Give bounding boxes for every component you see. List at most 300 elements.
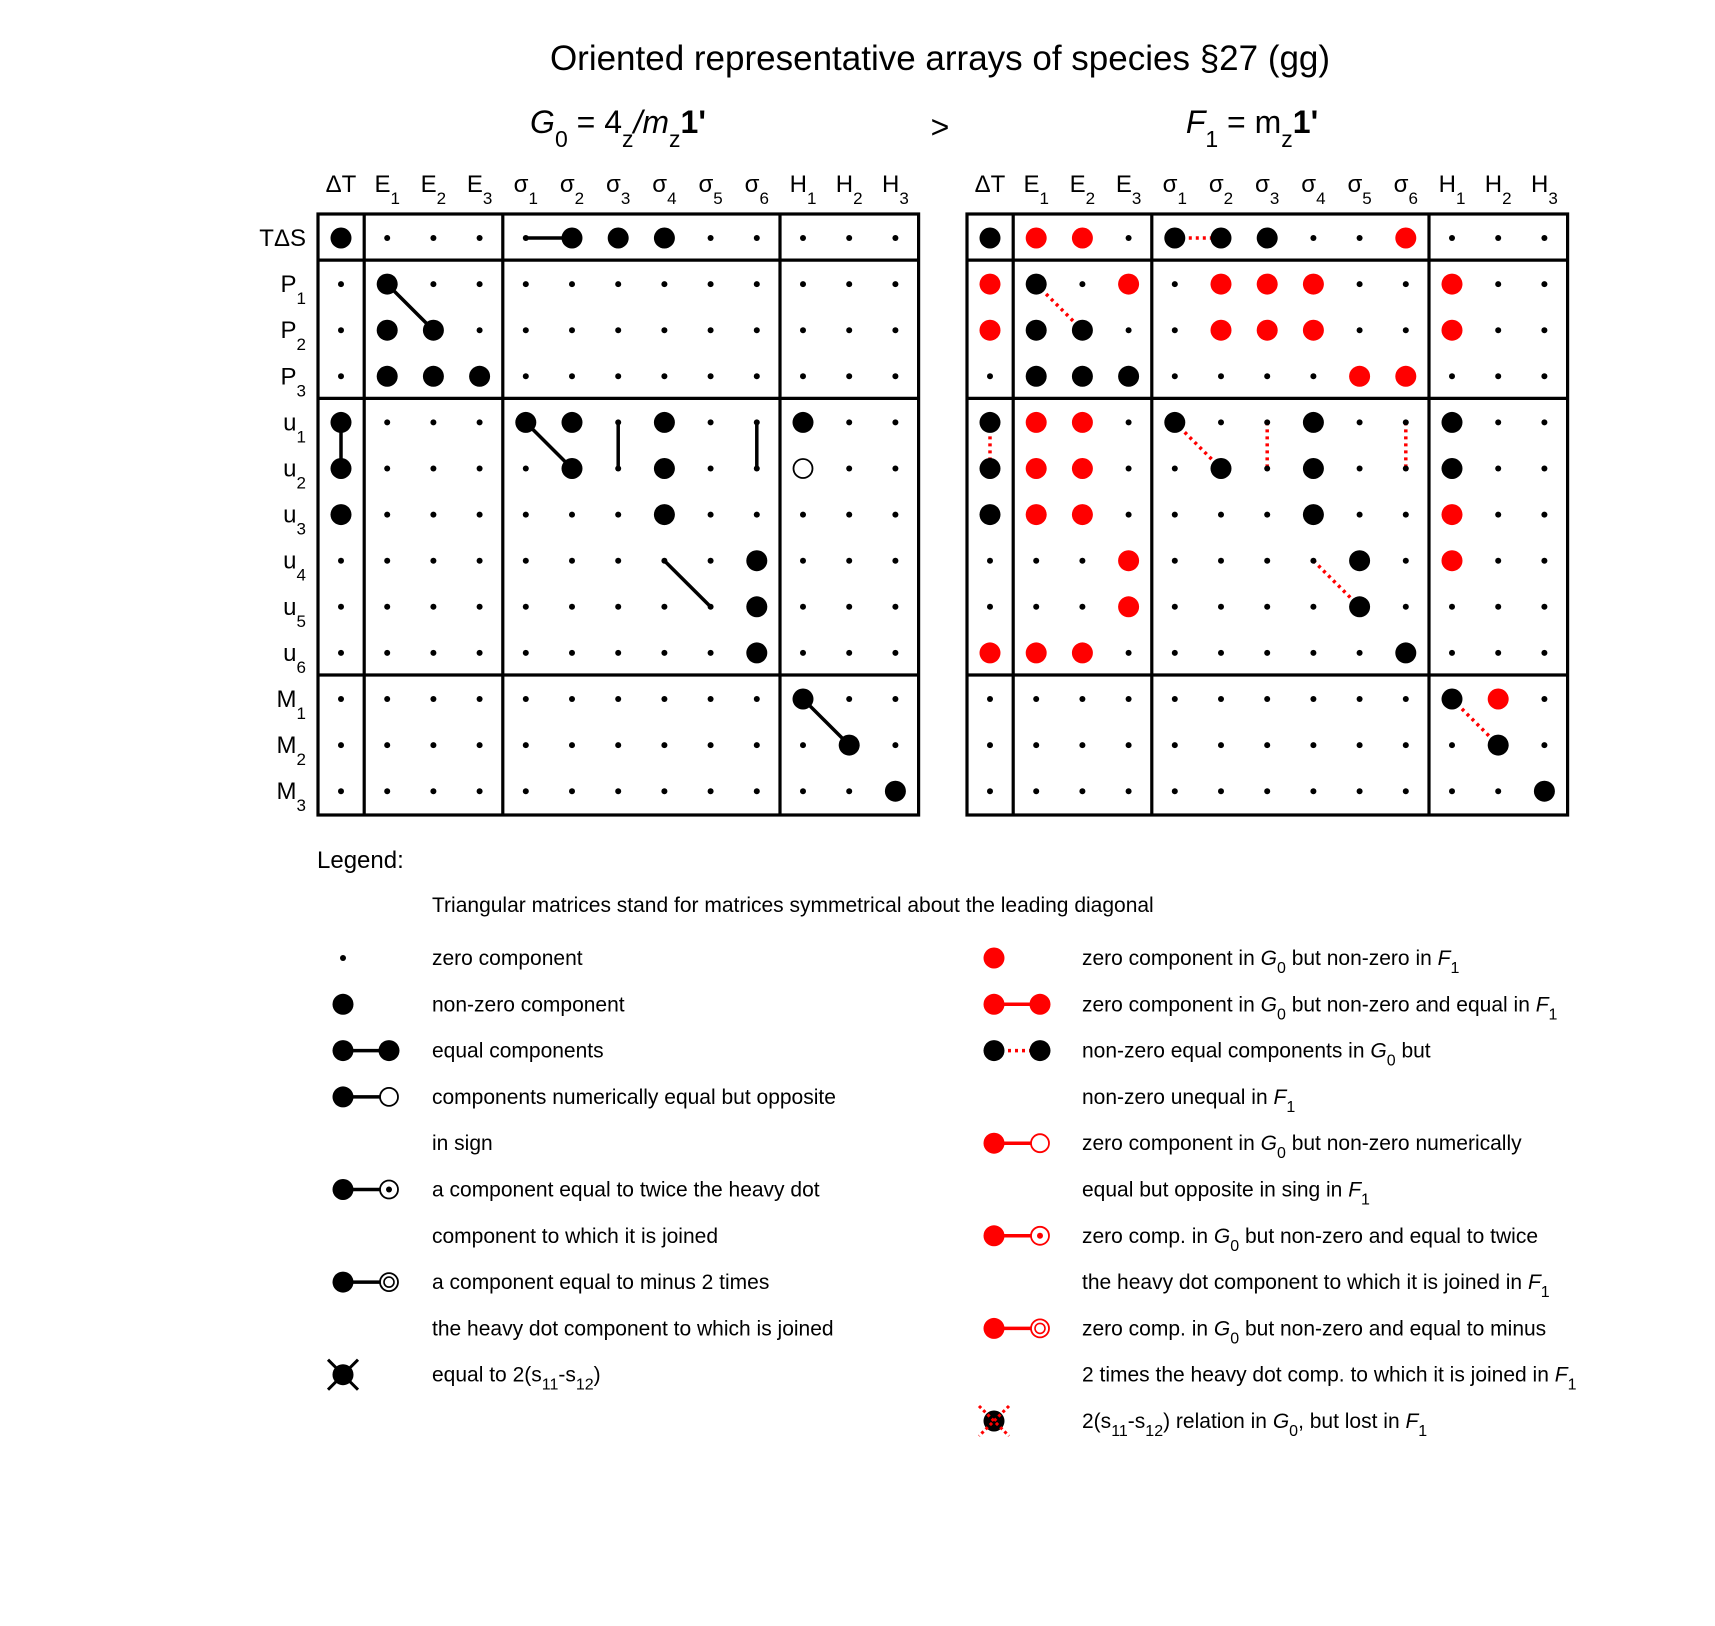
right-nonzero-dot xyxy=(1026,366,1047,387)
left-nonzero-dot xyxy=(331,412,352,433)
left-zero-dot xyxy=(892,604,898,610)
left-zero-dot xyxy=(708,742,714,748)
legend-right-text: zero component in $G_0$ but non-zero numerically xyxy=(1082,1132,1522,1163)
left-zero-dot xyxy=(569,327,575,333)
row-label: $P_2$ xyxy=(280,317,306,355)
left-nonzero-dot xyxy=(885,781,906,802)
right-red-dot xyxy=(1072,458,1093,479)
right-nonzero-dot xyxy=(1395,642,1416,663)
right-red-dot xyxy=(1211,320,1232,341)
left-zero-dot xyxy=(523,650,529,656)
legend-heavy-dot xyxy=(984,994,1005,1015)
left-zero-dot xyxy=(384,742,390,748)
legend-heavy-dot xyxy=(333,1086,354,1107)
right-red-dot xyxy=(980,320,1001,341)
left-zero-dot xyxy=(569,604,575,610)
legend-left-text: a component equal to twice the heavy dot xyxy=(432,1178,820,1202)
right-zero-dot xyxy=(1357,696,1363,702)
left-equal-link xyxy=(664,561,710,607)
right-nonzero-dot xyxy=(1211,228,1232,249)
right-red-dot xyxy=(1026,504,1047,525)
legend-open-dot xyxy=(380,1273,398,1291)
left-zero-dot xyxy=(615,281,621,287)
left-zero-dot xyxy=(754,419,760,425)
right-zero-dot xyxy=(1264,373,1270,379)
left-zero-dot xyxy=(338,650,344,656)
right-zero-dot xyxy=(1079,696,1085,702)
right-zero-dot xyxy=(1403,466,1409,472)
left-zero-dot xyxy=(338,373,344,379)
legend-open-dot xyxy=(1031,1319,1049,1337)
left-zero-dot xyxy=(477,327,483,333)
left-zero-dot xyxy=(661,696,667,702)
right-zero-dot xyxy=(1218,650,1224,656)
right-zero-dot xyxy=(1403,788,1409,794)
left-zero-dot xyxy=(569,281,575,287)
left-zero-dot xyxy=(384,696,390,702)
left-nonzero-dot xyxy=(793,689,814,710)
right-zero-dot xyxy=(1264,419,1270,425)
left-zero-dot xyxy=(615,327,621,333)
left-nonzero-dot xyxy=(423,366,444,387)
legend-heavy-dot xyxy=(984,1133,1005,1154)
legend-left-text: non-zero component xyxy=(432,993,625,1017)
right-zero-dot xyxy=(1033,788,1039,794)
right-zero-dot xyxy=(1172,742,1178,748)
left-zero-dot xyxy=(523,604,529,610)
left-zero-dot xyxy=(800,742,806,748)
right-nonzero-dot xyxy=(1257,228,1278,249)
left-zero-dot xyxy=(523,696,529,702)
right-zero-dot xyxy=(1172,558,1178,564)
left-zero-dot xyxy=(708,696,714,702)
left-zero-dot xyxy=(430,419,436,425)
left-nonzero-dot xyxy=(746,642,767,663)
left-nonzero-dot xyxy=(562,458,583,479)
right-zero-dot xyxy=(1541,466,1547,472)
right-red-dot xyxy=(1026,228,1047,249)
legend-left-text: component to which it is joined xyxy=(432,1224,718,1248)
right-red-dot xyxy=(1442,274,1463,295)
right-red-dot xyxy=(1442,550,1463,571)
right-zero-dot xyxy=(1403,512,1409,518)
right-zero-dot xyxy=(1264,466,1270,472)
left-zero-dot xyxy=(708,373,714,379)
left-col-header: $\sigma_1$ xyxy=(513,171,538,208)
group-f1-label: $F_1 = m_z1'$ xyxy=(1185,104,1319,152)
right-nonzero-dot xyxy=(1349,550,1370,571)
legend xyxy=(328,947,1577,1440)
legend-inner-dot xyxy=(386,1187,392,1193)
legend-right-text: $2(s_{11}-s_{12})$ relation in $G_0$, but lost in $F_1$ xyxy=(1082,1410,1428,1440)
matrix-grids xyxy=(259,171,1567,815)
right-zero-dot xyxy=(1310,373,1316,379)
left-zero-dot xyxy=(569,742,575,748)
left-zero-dot xyxy=(800,604,806,610)
right-red-dot xyxy=(980,642,1001,663)
right-nonzero-dot xyxy=(1026,320,1047,341)
left-zero-dot xyxy=(708,558,714,564)
right-zero-dot xyxy=(1079,788,1085,794)
right-zero-dot xyxy=(1541,696,1547,702)
right-col-header: $\sigma_2$ xyxy=(1208,171,1234,208)
left-zero-dot xyxy=(430,650,436,656)
left-zero-dot xyxy=(477,742,483,748)
right-red-dot xyxy=(1303,320,1324,341)
left-zero-dot xyxy=(800,281,806,287)
right-nonzero-dot xyxy=(1072,366,1093,387)
legend-small-dot xyxy=(340,955,346,961)
right-zero-dot xyxy=(1495,558,1501,564)
left-zero-dot xyxy=(661,650,667,656)
right-zero-dot xyxy=(1079,604,1085,610)
left-zero-dot xyxy=(615,696,621,702)
right-zero-dot xyxy=(1357,650,1363,656)
left-zero-dot xyxy=(846,558,852,564)
right-red-dot xyxy=(1072,412,1093,433)
right-red-dot xyxy=(1442,320,1463,341)
right-zero-dot xyxy=(1126,696,1132,702)
right-zero-dot xyxy=(1218,512,1224,518)
right-zero-dot xyxy=(1172,327,1178,333)
right-zero-dot xyxy=(1264,512,1270,518)
left-zero-dot xyxy=(523,466,529,472)
left-zero-dot xyxy=(615,742,621,748)
left-zero-dot xyxy=(846,604,852,610)
right-zero-dot xyxy=(1172,788,1178,794)
right-nonzero-dot xyxy=(980,228,1001,249)
legend-left-text: the heavy dot component to which is joined xyxy=(432,1317,834,1341)
right-nonzero-dot xyxy=(1303,458,1324,479)
left-zero-dot xyxy=(569,650,575,656)
left-zero-dot xyxy=(338,742,344,748)
right-col-header: ΔT xyxy=(974,171,1006,198)
right-zero-dot xyxy=(1541,604,1547,610)
row-label: $u_4$ xyxy=(283,547,306,585)
right-zero-dot xyxy=(1495,650,1501,656)
left-zero-dot xyxy=(523,512,529,518)
right-col-header: $H_1$ xyxy=(1438,171,1466,208)
right-zero-dot xyxy=(1126,327,1132,333)
right-zero-dot xyxy=(1541,373,1547,379)
right-zero-dot xyxy=(1218,742,1224,748)
row-label: $P_3$ xyxy=(280,363,306,401)
left-zero-dot xyxy=(523,235,529,241)
left-zero-dot xyxy=(846,466,852,472)
right-nonzero-dot xyxy=(1164,412,1185,433)
right-zero-dot xyxy=(1218,419,1224,425)
left-zero-dot xyxy=(892,650,898,656)
left-col-header: $E_1$ xyxy=(374,171,400,208)
left-col-header: $H_1$ xyxy=(789,171,817,208)
left-zero-dot xyxy=(477,696,483,702)
left-zero-dot xyxy=(754,327,760,333)
left-zero-dot xyxy=(569,373,575,379)
right-zero-dot xyxy=(1079,742,1085,748)
row-label: $u_6$ xyxy=(283,639,306,677)
right-zero-dot xyxy=(1310,650,1316,656)
right-zero-dot xyxy=(1172,604,1178,610)
left-zero-dot xyxy=(615,466,621,472)
right-zero-dot xyxy=(1495,235,1501,241)
legend-heavy-dot xyxy=(333,1040,354,1061)
left-col-header: $E_3$ xyxy=(466,171,493,208)
left-nonzero-dot xyxy=(562,228,583,249)
group-relation: > xyxy=(930,109,950,145)
left-zero-dot xyxy=(430,604,436,610)
left-nonzero-dot xyxy=(377,366,398,387)
left-zero-dot xyxy=(800,650,806,656)
left-zero-dot xyxy=(800,558,806,564)
left-zero-dot xyxy=(523,788,529,794)
left-zero-dot xyxy=(754,373,760,379)
left-zero-dot xyxy=(892,281,898,287)
right-nonzero-dot xyxy=(1211,458,1232,479)
legend-left-text: zero component xyxy=(432,947,583,970)
left-zero-dot xyxy=(477,788,483,794)
right-zero-dot xyxy=(1495,419,1501,425)
left-zero-dot xyxy=(615,650,621,656)
left-zero-dot xyxy=(754,466,760,472)
right-zero-dot xyxy=(987,604,993,610)
left-zero-dot xyxy=(338,327,344,333)
right-zero-dot xyxy=(1172,466,1178,472)
right-col-header: $\sigma_1$ xyxy=(1162,171,1187,208)
left-zero-dot xyxy=(384,558,390,564)
legend-left-text: equal to $2(s_{11}-s_{12})$ xyxy=(432,1363,601,1394)
right-zero-dot xyxy=(1357,235,1363,241)
left-zero-dot xyxy=(800,788,806,794)
right-zero-dot xyxy=(1449,235,1455,241)
left-zero-dot xyxy=(708,650,714,656)
right-red-dot xyxy=(1072,504,1093,525)
left-nonzero-dot xyxy=(377,274,398,295)
left-nonzero-dot xyxy=(423,320,444,341)
right-zero-dot xyxy=(1357,512,1363,518)
right-zero-dot xyxy=(1079,558,1085,564)
left-zero-dot xyxy=(800,327,806,333)
left-zero-dot xyxy=(430,696,436,702)
right-nonzero-dot xyxy=(1118,366,1139,387)
left-nonzero-dot xyxy=(469,366,490,387)
left-nonzero-dot xyxy=(654,228,675,249)
right-nonzero-dot xyxy=(1026,274,1047,295)
right-zero-dot xyxy=(1403,696,1409,702)
legend-left-text: in sign xyxy=(432,1132,493,1156)
legend-heading: Legend: xyxy=(317,847,404,874)
right-nonzero-dot xyxy=(1442,412,1463,433)
left-zero-dot xyxy=(754,788,760,794)
right-zero-dot xyxy=(1079,281,1085,287)
legend-heavy-dot xyxy=(984,948,1005,969)
right-nonzero-dot xyxy=(980,458,1001,479)
right-zero-dot xyxy=(1126,650,1132,656)
right-nonzero-dot xyxy=(1442,689,1463,710)
right-zero-dot xyxy=(1218,604,1224,610)
right-red-dot xyxy=(1257,274,1278,295)
right-zero-dot xyxy=(1541,742,1547,748)
left-zero-dot xyxy=(338,281,344,287)
left-zero-dot xyxy=(569,558,575,564)
left-zero-dot xyxy=(477,604,483,610)
left-zero-dot xyxy=(477,235,483,241)
legend-left-text: a component equal to minus 2 times xyxy=(432,1271,770,1295)
left-zero-dot xyxy=(477,650,483,656)
right-zero-dot xyxy=(1033,604,1039,610)
right-red-dot xyxy=(1488,689,1509,710)
left-nonzero-dot xyxy=(654,412,675,433)
left-col-header: $E_2$ xyxy=(420,171,447,208)
left-zero-dot xyxy=(430,558,436,564)
right-zero-dot xyxy=(1126,466,1132,472)
left-zero-dot xyxy=(892,558,898,564)
left-zero-dot xyxy=(384,512,390,518)
left-zero-dot xyxy=(523,558,529,564)
legend-right-text: non-zero unequal in $F_1$ xyxy=(1082,1085,1296,1116)
right-zero-dot xyxy=(1495,466,1501,472)
left-nonzero-dot xyxy=(839,735,860,756)
left-nonzero-dot xyxy=(562,412,583,433)
right-col-header: $E_1$ xyxy=(1023,171,1049,208)
legend-heavy-dot xyxy=(984,1318,1005,1339)
left-nonzero-dot xyxy=(654,504,675,525)
right-zero-dot xyxy=(1310,604,1316,610)
row-label: $u_3$ xyxy=(283,501,306,539)
right-col-header: $E_2$ xyxy=(1069,171,1096,208)
right-red-dot xyxy=(1211,274,1232,295)
right-nonzero-dot xyxy=(1164,228,1185,249)
legend-heavy-dot xyxy=(333,1179,354,1200)
left-zero-dot xyxy=(430,235,436,241)
left-zero-dot xyxy=(615,558,621,564)
legend-heavy-dot xyxy=(333,994,354,1015)
right-zero-dot xyxy=(1449,604,1455,610)
left-nonzero-dot xyxy=(608,228,629,249)
left-zero-dot xyxy=(569,788,575,794)
right-col-header: $H_2$ xyxy=(1484,171,1512,208)
right-nonzero-dot xyxy=(1488,735,1509,756)
right-zero-dot xyxy=(1264,696,1270,702)
left-zero-dot xyxy=(661,373,667,379)
right-zero-dot xyxy=(1541,558,1547,564)
right-zero-dot xyxy=(1264,788,1270,794)
left-zero-dot xyxy=(708,235,714,241)
left-zero-dot xyxy=(708,512,714,518)
right-zero-dot xyxy=(1541,512,1547,518)
right-nonzero-dot xyxy=(980,504,1001,525)
right-zero-dot xyxy=(1449,742,1455,748)
right-zero-dot xyxy=(1541,281,1547,287)
legend-left-text: components numerically equal but opposite xyxy=(432,1085,836,1109)
right-zero-dot xyxy=(1403,604,1409,610)
left-zero-dot xyxy=(661,327,667,333)
right-zero-dot xyxy=(1495,604,1501,610)
left-zero-dot xyxy=(430,788,436,794)
left-col-header: $\sigma_3$ xyxy=(606,171,631,208)
right-zero-dot xyxy=(1218,696,1224,702)
right-zero-dot xyxy=(1172,373,1178,379)
right-zero-dot xyxy=(1033,558,1039,564)
left-zero-dot xyxy=(892,512,898,518)
left-col-header: $\sigma_2$ xyxy=(559,171,585,208)
row-label: $M_2$ xyxy=(276,732,306,770)
left-zero-dot xyxy=(615,419,621,425)
legend-right-text: 2 times the heavy dot comp. to which it is joined in $F_1$ xyxy=(1082,1363,1577,1394)
right-red-dot xyxy=(980,274,1001,295)
right-zero-dot xyxy=(1495,373,1501,379)
right-zero-dot xyxy=(1033,742,1039,748)
legend-right-text: the heavy dot component to which it is joined in $F_1$ xyxy=(1082,1271,1550,1302)
right-zero-dot xyxy=(1218,788,1224,794)
left-zero-dot xyxy=(708,281,714,287)
right-zero-dot xyxy=(987,558,993,564)
right-red-dot xyxy=(1118,596,1139,617)
right-zero-dot xyxy=(1218,558,1224,564)
right-zero-dot xyxy=(1541,235,1547,241)
left-opposite-dot xyxy=(794,459,813,478)
right-zero-dot xyxy=(987,696,993,702)
right-zero-dot xyxy=(1449,788,1455,794)
right-zero-dot xyxy=(1357,327,1363,333)
right-red-dot xyxy=(1026,458,1047,479)
row-label: $u_1$ xyxy=(283,409,306,447)
right-zero-dot xyxy=(1126,788,1132,794)
legend-right-text: zero comp. in $G_0$ but non-zero and equal to minus xyxy=(1082,1317,1547,1348)
right-zero-dot xyxy=(1403,742,1409,748)
left-zero-dot xyxy=(892,466,898,472)
legend-heavy-dot xyxy=(333,1272,354,1293)
left-zero-dot xyxy=(615,604,621,610)
left-zero-dot xyxy=(754,281,760,287)
legend-heavy-dot xyxy=(379,1040,400,1061)
right-zero-dot xyxy=(987,373,993,379)
left-zero-dot xyxy=(754,512,760,518)
right-zero-dot xyxy=(1264,604,1270,610)
left-col-header: ΔT xyxy=(325,171,357,198)
right-zero-dot xyxy=(1403,419,1409,425)
left-zero-dot xyxy=(846,419,852,425)
legend-open-dot xyxy=(1031,1134,1049,1152)
left-zero-dot xyxy=(615,788,621,794)
left-zero-dot xyxy=(384,235,390,241)
right-zero-dot xyxy=(1126,419,1132,425)
right-col-header: $\sigma_3$ xyxy=(1255,171,1280,208)
left-zero-dot xyxy=(477,419,483,425)
left-zero-dot xyxy=(892,327,898,333)
right-zero-dot xyxy=(1541,419,1547,425)
left-zero-dot xyxy=(846,696,852,702)
left-zero-dot xyxy=(708,604,714,610)
right-zero-dot xyxy=(1264,650,1270,656)
left-zero-dot xyxy=(384,788,390,794)
right-zero-dot xyxy=(1310,558,1316,564)
left-col-header: $\sigma_4$ xyxy=(652,171,677,208)
right-red-dot xyxy=(1349,366,1370,387)
left-nonzero-dot xyxy=(515,412,536,433)
left-zero-dot xyxy=(846,650,852,656)
left-nonzero-dot xyxy=(377,320,398,341)
left-zero-dot xyxy=(523,327,529,333)
right-col-header: $E_3$ xyxy=(1115,171,1142,208)
left-zero-dot xyxy=(384,604,390,610)
right-nonzero-dot xyxy=(1072,320,1093,341)
left-zero-dot xyxy=(477,558,483,564)
left-col-header: $\sigma_6$ xyxy=(744,171,769,208)
left-zero-dot xyxy=(800,235,806,241)
left-zero-dot xyxy=(523,742,529,748)
legend-right-text: zero component in $G_0$ but non-zero in $F_1$ xyxy=(1082,947,1460,977)
right-zero-dot xyxy=(1357,466,1363,472)
